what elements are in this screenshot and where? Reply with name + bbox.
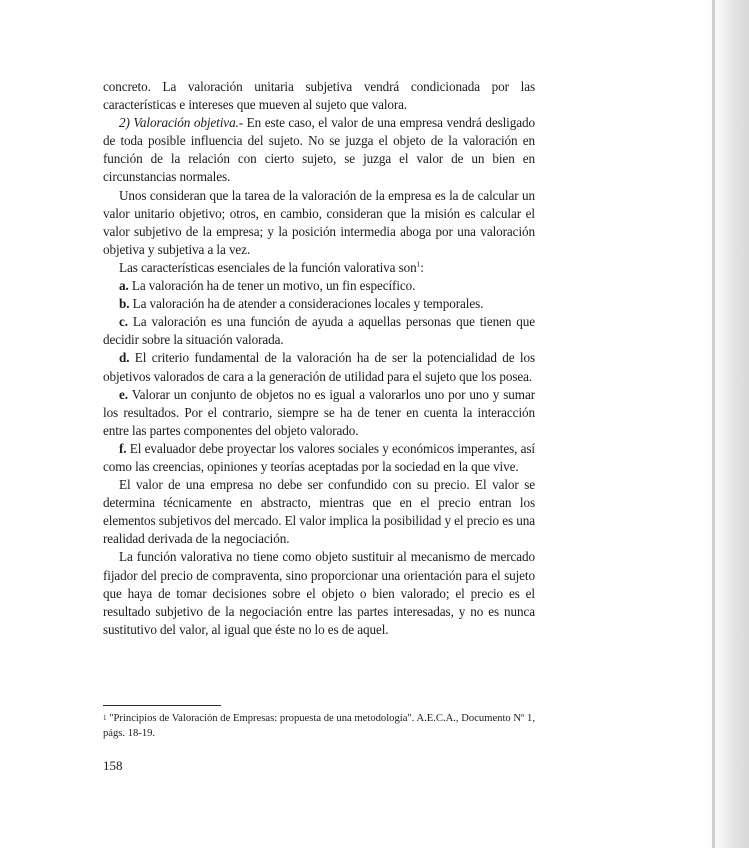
list-item-a: a. La valoración ha de tener un motivo, un fin específico.: [119, 278, 416, 294]
footnote: [103, 711, 535, 741]
footnote-mark: 1: [103, 714, 107, 722]
list-item-f: f. El evaluador debe proyectar los valores sociales y económicos imperantes, así como las creencias, opiniones y teorías aceptadas por la sociedad en la que vive.: [103, 440, 535, 474]
paragraph-positions: Unos consideran que la tarea de la valoración de la empresa es la de calcular un valor unitario objetivo; otros, en cambio, consideran que la misión es calcular el valor subjetivo de la empresa; y la posición intermedia aboga por una valoración objetiva y subjetiva a la vez.: [103, 187, 535, 257]
objective-valuation-label: 2) Valoración objetiva.-: [119, 115, 244, 131]
list-label: a.: [119, 278, 129, 294]
page-binding-line: [712, 0, 715, 848]
list-label: c.: [119, 314, 128, 330]
paragraph-characteristics-intro: Las características esenciales de la función valorativa son$^1$:: [119, 259, 424, 275]
paragraph-value-vs-price: El valor de una empresa no debe ser confundido con su precio. El valor se determina técnicamente en abstracto, mientras que en el precio entran los elementos subjetivos del mercado. El valor implica la posibilidad y el precio es una realidad derivada de la negociación.: [103, 477, 535, 547]
paragraph-valuation-function: La función valorativa no tiene como objeto sustituir al mecanismo de mercado fijador del precio de compraventa, sino proporcionar una orientación para el sujeto que haya de tomar decisiones sobre el objeto o bien valorado; el precio es el resultado subjetivo de la negociación entre las partes interesadas, y no es nunca sustitutivo del valor, al igual que éste no lo es de aquel.: [103, 549, 535, 637]
body-text: [103, 78, 535, 639]
list-label: f.: [119, 440, 127, 456]
list-item-d: d. El criterio fundamental de la valoración ha de ser la potencialidad de los objetivos valorados de cara a la generación de utilidad para el sujeto que los posea.: [103, 350, 535, 384]
paragraph-continuation: concreto. La valoración unitaria subjetiva vendrá condicionada por las características e intereses que mueven al sujeto que valora.: [103, 79, 535, 113]
paragraph-objective-valuation: 2) Valoración objetiva.- En este caso, el valor de una empresa vendrá desligado de toda posible influencia del sujeto. No se juzga el objeto de la valoración en función de la relación con cierto sujeto, se juzga el valor de un bien en circunstancias normales.: [103, 115, 535, 185]
list-label: d.: [119, 350, 130, 366]
list-label: b.: [119, 296, 130, 312]
footnote-reference: 1: [416, 259, 421, 269]
list-item-c: c. La valoración es una función de ayuda a aquellas personas que tienen que decidir sobre la situación valorada.: [103, 314, 535, 348]
page-binding-shadow: [703, 0, 749, 848]
list-item-e: e. Valorar un conjunto de objetos no es igual a valorarlos uno por uno y sumar los resultados. Por el contrario, siempre se ha de tener en cuenta la interacción entre las partes componentes del objeto valorado.: [103, 386, 535, 438]
list-label: e.: [119, 386, 128, 402]
footnote-text: "Principios de Valoración de Empresas: propuesta de una metodología". A.E.C.A., Documento Nº 1, págs. 18-19.: [103, 713, 535, 739]
footnote-divider: [103, 705, 221, 706]
page-number: 158: [103, 758, 123, 773]
list-item-b: b. La valoración ha de atender a consideraciones locales y temporales.: [119, 296, 484, 312]
